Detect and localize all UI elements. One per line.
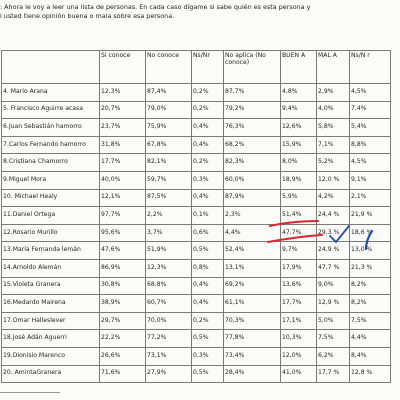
- mala-cell: 47,7 %: [317, 259, 350, 277]
- buena-cell: 12,0%: [281, 347, 317, 365]
- ns-nr-cell: 0,2%: [192, 312, 224, 330]
- ns-nr-cell: 0,4%: [192, 295, 224, 313]
- table-row: [2, 330, 391, 348]
- ns-nr-opinion-cell: 2,1%: [350, 189, 391, 207]
- person-name: 6.Juan Sebastián hamorro: [2, 119, 100, 137]
- si-conoce-cell: 71,6%: [100, 365, 146, 383]
- ns-nr-cell: 0,4%: [192, 119, 224, 137]
- ns-nr-opinion-cell: 4,4%: [350, 330, 391, 348]
- no-aplica-cell: 76,3%: [224, 119, 281, 137]
- si-conoce-cell: 95,6%: [100, 224, 146, 242]
- no-conoce-cell: 67,8%: [146, 136, 192, 154]
- si-conoce-cell: 86,9%: [100, 259, 146, 277]
- si-conoce-cell: 12,1%: [100, 189, 146, 207]
- ns-nr-opinion-cell: 7,5%: [350, 312, 391, 330]
- table-row: [2, 312, 391, 330]
- mala-cell: 17,7 %: [317, 365, 350, 383]
- ns-nr-opinion-cell: 8,8%: [350, 136, 391, 154]
- buena-cell: 10,3%: [281, 330, 317, 348]
- header-cell: [2, 51, 100, 84]
- buena-cell: 8,0%: [281, 154, 317, 172]
- ns-nr-opinion-cell: 9,1%: [350, 171, 391, 189]
- no-aplica-cell: 87,7%: [224, 84, 281, 102]
- ns-nr-cell: 0,2%: [192, 84, 224, 102]
- no-aplica-cell: 77,8%: [224, 330, 281, 348]
- person-name: 17.Omar Halleslever: [2, 312, 100, 330]
- header-cell: MAL A: [317, 51, 350, 84]
- mala-cell: 6,2%: [317, 347, 350, 365]
- no-aplica-cell: 28,4%: [224, 365, 281, 383]
- header-cell: Ns/N r: [350, 51, 391, 84]
- no-aplica-cell: 82,3%: [224, 154, 281, 172]
- header-cell: Si conoce: [100, 51, 146, 84]
- si-conoce-cell: 26,6%: [100, 347, 146, 365]
- si-conoce-cell: 29,7%: [100, 312, 146, 330]
- no-conoce-cell: 3,7%: [146, 224, 192, 242]
- buena-cell: 17,1%: [281, 312, 317, 330]
- ns-nr-cell: 0,3%: [192, 171, 224, 189]
- table-row: [2, 84, 391, 102]
- ns-nr-opinion-cell: 21,3 %: [350, 259, 391, 277]
- page-footer-rule: [0, 392, 60, 393]
- no-conoce-cell: 82,1%: [146, 154, 192, 172]
- mala-cell: 29,3 %: [317, 224, 350, 242]
- person-name: 8.Cristiana Chamorro: [2, 154, 100, 172]
- ns-nr-opinion-cell: 13,0 %: [350, 242, 391, 260]
- question-text: [0, 3, 396, 20]
- person-name: 5. Francisco Aguirre acasa: [2, 101, 100, 119]
- buena-cell: 17,7%: [281, 295, 317, 313]
- buena-cell: 41,0%: [281, 365, 317, 383]
- si-conoce-cell: 30,8%: [100, 277, 146, 295]
- ns-nr-opinion-cell: 5,4%: [350, 119, 391, 137]
- ns-nr-cell: 0,2%: [192, 101, 224, 119]
- buena-cell: 12,6%: [281, 119, 317, 137]
- mala-cell: 4,2%: [317, 189, 350, 207]
- si-conoce-cell: 31,8%: [100, 136, 146, 154]
- person-name: 18.José Adán Aguerri: [2, 330, 100, 348]
- buena-cell: 9,7%: [281, 242, 317, 260]
- no-aplica-cell: 60,0%: [224, 171, 281, 189]
- ns-nr-opinion-cell: 8,2%: [350, 295, 391, 313]
- no-aplica-cell: 87,9%: [224, 189, 281, 207]
- person-name: 9.Miguel Mora: [2, 171, 100, 189]
- mala-cell: 5,2%: [317, 154, 350, 172]
- si-conoce-cell: 97,7%: [100, 207, 146, 225]
- buena-cell: 17,9%: [281, 259, 317, 277]
- no-aplica-cell: 70,3%: [224, 312, 281, 330]
- no-conoce-cell: 70,0%: [146, 312, 192, 330]
- mala-cell: 5,8%: [317, 119, 350, 137]
- no-conoce-cell: 79,0%: [146, 101, 192, 119]
- no-conoce-cell: 75,9%: [146, 119, 192, 137]
- no-aplica-cell: 61,1%: [224, 295, 281, 313]
- table-row: [2, 119, 391, 137]
- table-row: [2, 277, 391, 295]
- ns-nr-cell: 0,6%: [192, 224, 224, 242]
- mala-cell: 24,4 %: [317, 207, 350, 225]
- si-conoce-cell: 38,9%: [100, 295, 146, 313]
- ns-nr-cell: 0,5%: [192, 330, 224, 348]
- table-body: [2, 84, 391, 383]
- ns-nr-cell: 0,3%: [192, 347, 224, 365]
- buena-cell: 4,8%: [281, 84, 317, 102]
- ns-nr-opinion-cell: 8,2%: [350, 277, 391, 295]
- table-header-row: [2, 51, 391, 84]
- no-conoce-cell: 87,4%: [146, 84, 192, 102]
- mala-cell: 12,0 %: [317, 171, 350, 189]
- person-name: 15.Violeta Granera: [2, 277, 100, 295]
- buena-cell: 9,4%: [281, 101, 317, 119]
- no-conoce-cell: 12,3%: [146, 259, 192, 277]
- question-line-1: : Ahora le voy a leer una lista de personas. En cada caso dígame si sabe quién es esta persona y: [0, 3, 311, 11]
- no-conoce-cell: 60,7%: [146, 295, 192, 313]
- ns-nr-cell: 0,1%: [192, 207, 224, 225]
- table-row: [2, 101, 391, 119]
- ns-nr-opinion-cell: 7,4%: [350, 101, 391, 119]
- si-conoce-cell: 47,6%: [100, 242, 146, 260]
- ns-nr-opinion-cell: 8,4%: [350, 347, 391, 365]
- header-cell: Ns/Nr: [192, 51, 224, 84]
- header-cell: No conoce: [146, 51, 192, 84]
- ns-nr-cell: 0,5%: [192, 242, 224, 260]
- no-conoce-cell: 73,1%: [146, 347, 192, 365]
- ns-nr-cell: 0,5%: [192, 365, 224, 383]
- no-aplica-cell: 4,4%: [224, 224, 281, 242]
- ns-nr-opinion-cell: 21,9 %: [350, 207, 391, 225]
- person-name: 7.Carlos Fernando hamorro: [2, 136, 100, 154]
- buena-cell: 15,9%: [281, 136, 317, 154]
- mala-cell: 7,5%: [317, 330, 350, 348]
- table-row: [2, 365, 391, 383]
- table-row: [2, 242, 391, 260]
- si-conoce-cell: 20,7%: [100, 101, 146, 119]
- mala-cell: 5,0%: [317, 312, 350, 330]
- person-name: 16.Medardo Mairena: [2, 295, 100, 313]
- table-row: [2, 189, 391, 207]
- no-conoce-cell: 77,2%: [146, 330, 192, 348]
- no-aplica-cell: 69,2%: [224, 277, 281, 295]
- ns-nr-opinion-cell: 4,5%: [350, 154, 391, 172]
- ns-nr-cell: 0,4%: [192, 189, 224, 207]
- person-name: 13.María Fernanda lemán: [2, 242, 100, 260]
- person-name: 19.Dionisio Marenco: [2, 347, 100, 365]
- ns-nr-cell: 0,8%: [192, 259, 224, 277]
- no-conoce-cell: 51,9%: [146, 242, 192, 260]
- table-row: [2, 154, 391, 172]
- table-row: [2, 347, 391, 365]
- mala-cell: 4,0%: [317, 101, 350, 119]
- no-conoce-cell: 2,2%: [146, 207, 192, 225]
- mala-cell: 9,0%: [317, 277, 350, 295]
- si-conoce-cell: 17,7%: [100, 154, 146, 172]
- ns-nr-opinion-cell: 4,5%: [350, 84, 391, 102]
- person-name: 14.Arnoldo Alemán: [2, 259, 100, 277]
- table-row: [2, 207, 391, 225]
- no-aplica-cell: 68,2%: [224, 136, 281, 154]
- header-cell: BUEN A: [281, 51, 317, 84]
- ns-nr-cell: 0,4%: [192, 136, 224, 154]
- table-row: [2, 171, 391, 189]
- no-aplica-cell: 52,4%: [224, 242, 281, 260]
- person-name: 10. Michael Healy: [2, 189, 100, 207]
- si-conoce-cell: 40,0%: [100, 171, 146, 189]
- question-line-2: i usted tiene opinión buena o mala sobre esa persona.: [0, 11, 175, 20]
- mala-cell: 7,1%: [317, 136, 350, 154]
- mala-cell: 2,9%: [317, 84, 350, 102]
- no-aplica-cell: 79,2%: [224, 101, 281, 119]
- table-row: [2, 259, 391, 277]
- table-row: [2, 224, 391, 242]
- buena-cell: 18,9%: [281, 171, 317, 189]
- no-aplica-cell: 73,4%: [224, 347, 281, 365]
- person-name: 12.Rosario Murillo: [2, 224, 100, 242]
- person-name: 4. Mario Arana: [2, 84, 100, 102]
- si-conoce-cell: 12,3%: [100, 84, 146, 102]
- mala-cell: 24,9 %: [317, 242, 350, 260]
- si-conoce-cell: 23,7%: [100, 119, 146, 137]
- no-aplica-cell: 2,3%: [224, 207, 281, 225]
- opinion-table: [1, 50, 391, 383]
- no-conoce-cell: 27,9%: [146, 365, 192, 383]
- si-conoce-cell: 22,2%: [100, 330, 146, 348]
- table-row: [2, 295, 391, 313]
- buena-cell: 47,7%: [281, 224, 317, 242]
- mala-cell: 12,9 %: [317, 295, 350, 313]
- buena-cell: 5,9%: [281, 189, 317, 207]
- buena-cell: 51,4%: [281, 207, 317, 225]
- person-name: 20. AmintaGranera: [2, 365, 100, 383]
- person-name: 11.Daniel Ortega: [2, 207, 100, 225]
- no-conoce-cell: 68,8%: [146, 277, 192, 295]
- table-row: [2, 136, 391, 154]
- no-aplica-cell: 13,1%: [224, 259, 281, 277]
- no-conoce-cell: 87,5%: [146, 189, 192, 207]
- header-cell: No aplica (No conoce): [224, 51, 281, 84]
- ns-nr-cell: 0,2%: [192, 154, 224, 172]
- ns-nr-opinion-cell: 18,6 %: [350, 224, 391, 242]
- buena-cell: 13,6%: [281, 277, 317, 295]
- ns-nr-cell: 0,4%: [192, 277, 224, 295]
- no-conoce-cell: 59,7%: [146, 171, 192, 189]
- ns-nr-opinion-cell: 12,8 %: [350, 365, 391, 383]
